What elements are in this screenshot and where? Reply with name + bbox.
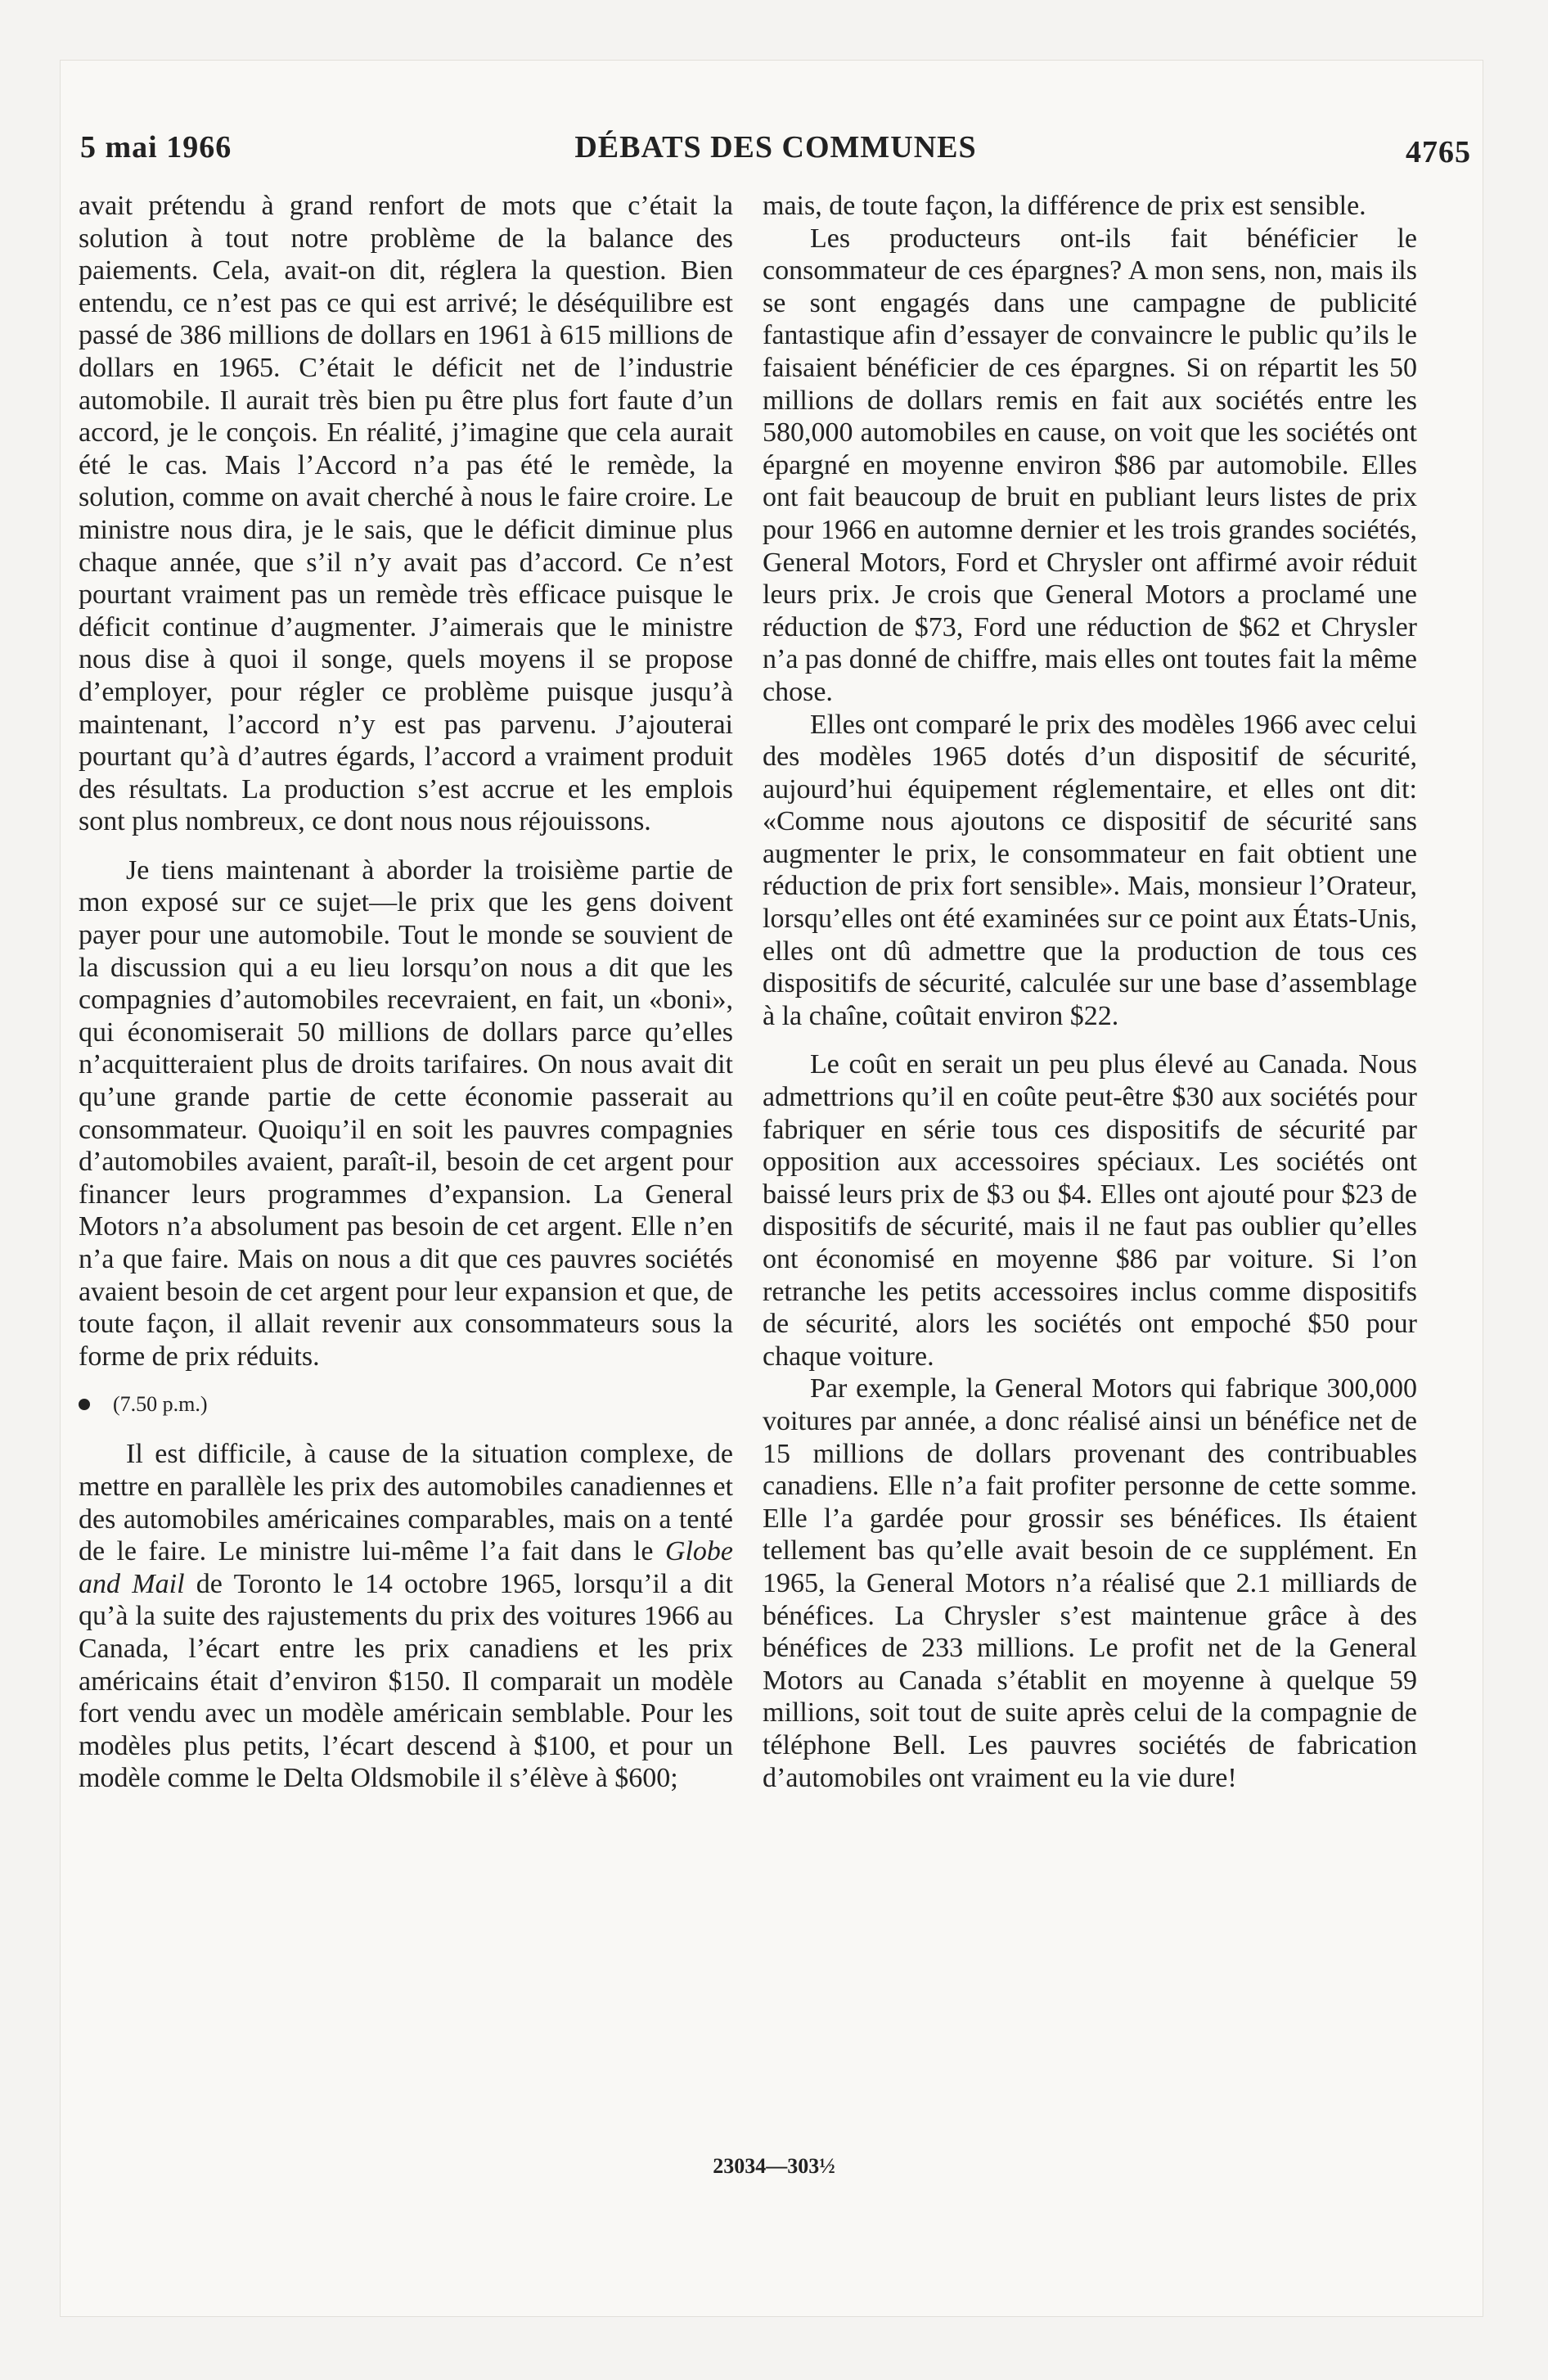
- left-column: [79, 190, 733, 1795]
- left-paragraph-3-start: Il est difficile, à cause de la situation complexe, de mettre en parallèle les prix des automobiles canadiennes et des automobiles américaines comparables, mais on a tenté de le faire. Le ministre lui-même l’a fait dans le: [79, 1439, 733, 1567]
- time-note: [79, 1392, 733, 1417]
- left-paragraph-3: [79, 1438, 733, 1795]
- left-paragraph-1: avait prétendu à grand renfort de mots que c’était la solution à tout notre problème de la balance des paiements. Cela, avait-on dit, réglera la question. Bien entendu, ce n’est pas ce qui est arrivé; le déséquilibre est passé de 386 millions de dollars en 1961 à 615 millions de dollars en 1965. C’était le déficit net de l’industrie automobile. Il aurait très bien pu être plus fort faute d’un accord, je le conçois. En réalité, j’imagine que cela aurait été le cas. Mais l’Accord n’a pas été le remède, la solution, comme on avait cherché à nous le faire croire. Le ministre nous dira, je le sais, que le déficit diminue plus chaque année, que s’il n’y avait pas d’accord. Ce n’est pourtant vraiment pas un remède très efficace puisque le déficit continue d’augmenter. J’aimerais que le ministre nous dise à quoi il songe, quels moyens il se propose d’employer, pour régler ce problème puisque jusqu’à maintenant, l’accord n’y est pas parvenu. J’ajouterai pourtant qu’à d’autres égards, l’accord a vraiment produit des résultats. La production s’est accrue et les emplois sont plus nombreux, ce dont nous nous réjouissons.: [79, 191, 733, 837]
- right-paragraph-3: Elles ont comparé le prix des modèles 1966 avec celui des modèles 1965 dotés d’un dispositif de sécurité, aujourd’hui équipement réglementaire, et elles ont dit: «Comme nous ajoutons ce dispositif de sécurité sans augmenter le prix, le consommateur en fait obtient une réduction de prix fort sensible». Mais, monsieur l’Orateur, lorsqu’elles ont été examinées sur ce point aux États-Unis, elles ont dû admettre que la production de tous ces dispositifs de sécurité, calculée sur une base d’assemblage à la chaîne, coûtait environ $22.: [763, 709, 1417, 1031]
- right-paragraph-5: Par exemple, la General Motors qui fabrique 300,000 voitures par année, a donc réalisé ainsi un bénéfice net de 15 millions de dollars provenant des contribuables canadiens. Elle n’a fait profiter personne de cette somme. Elle l’a gardée pour grossir ses bénéfices. Ils étaient tellement bas qu’elle avait besoin de ce supplément. En 1965, la General Motors n’a réalisé que 2.1 milliards de bénéfices. La Chrysler s’est maintenue grâce à des bénéfices de 233 millions. Le profit net de la General Motors au Canada s’établit en moyenne à quelque 59 millions, soit tout de suite après celui de la compagnie de téléphone Bell. Les pauvres sociétés de fabrication d’automobiles ont vraiment eu la vie dure!: [763, 1373, 1417, 1793]
- header-page-number: 4765: [1406, 135, 1471, 169]
- right-paragraph-4: Le coût en serait un peu plus élevé au Canada. Nous admettrions qu’il en coûte peut-être $30 aux sociétés pour fabriquer en série tous ces dispositifs de sécurité par opposition aux accessoires spéciaux. Les sociétés ont baissé leurs prix de $3 ou $4. Elles ont ajouté pour $23 de dispositifs de sécurité, mais il ne faut pas oublier qu’elles ont économisé en moyenne $86 par voiture. Si l’on retranche les petits accessoires inclus comme dispositifs de sécurité, alors les sociétés ont empoché $50 pour chaque voiture.: [763, 1049, 1417, 1372]
- left-paragraph-3-end: de Toronto le 14 octobre 1965, lorsqu’il a dit qu’à la suite des rajustements du prix des voitures 1966 au Canada, l’écart entre les prix canadiens et les prix américains était d’environ $150. Il comparait un modèle fort vendu avec un modèle américain semblable. Pour les modèles plus petits, l’écart descend à $100, et pour un modèle comme le Delta Oldsmobile il s’élève à $600;: [79, 1568, 733, 1794]
- footer-code: 23034—303½: [713, 2154, 835, 2178]
- right-column: [763, 190, 1417, 1794]
- newspaper-title: Globe and Mail: [79, 1536, 733, 1599]
- header-title: DÉBATS DES COMMUNES: [574, 130, 977, 165]
- right-paragraph-1: mais, de toute façon, la différence de prix est sensible.: [763, 191, 1366, 221]
- left-paragraph-2: Je tiens maintenant à aborder la troisième partie de mon exposé sur ce sujet—le prix que les gens doivent payer pour une automobile. Tout le monde se souvient de la discussion qui a eu lieu lorsqu’on nous a dit que les compagnies d’automobiles recevraient, en fait, un «boni», qui économiserait 50 millions de dollars parce qu’elles n’acquitteraient plus de droits tarifaires. On nous avait dit qu’une grande partie de cette économie passerait au consommateur. Quoiqu’il en soit les pauvres compagnies d’automobiles avaient, paraît-il, besoin de cet argent pour financer leurs programmes d’expansion. La General Motors n’a absolument pas besoin de cet argent. Elle n’en n’a que faire. Mais on nous a dit que ces pauvres sociétés avaient besoin de cet argent pour leur expansion et que, de toute façon, il allait revenir aux consommateurs sous la forme de prix réduits.: [79, 854, 733, 1372]
- header-date: 5 mai 1966: [80, 130, 232, 165]
- time-note-text: (7.50 p.m.): [113, 1392, 208, 1417]
- page-header: [80, 129, 1471, 178]
- bullet-icon: [79, 1399, 90, 1410]
- right-paragraph-2: Les producteurs ont-ils fait bénéficier le consommateur de ces épargnes? A mon sens, non, mais ils se sont engagés dans une campagne de publicité fantastique afin d’essayer de convaincre le public qu’ils le faisaient bénéficier de ces épargnes. Si on répartit les 50 millions de dollars remis en fait aux sociétés entre les 580,000 automobiles en cause, on voit que les sociétés ont épargné en moyenne environ $86 par automobile. Elles ont fait beaucoup de bruit en publiant leurs listes de prix pour 1966 en automne dernier et les trois grandes sociétés, General Motors, Ford et Chrysler ont affirmé avoir réduit leurs prix. Je crois que General Motors a proclamé une réduction de $73, Ford une réduction de $62 et Chrysler n’a pas donné de chiffre, mais elles ont toutes fait la même chose.: [763, 223, 1417, 707]
